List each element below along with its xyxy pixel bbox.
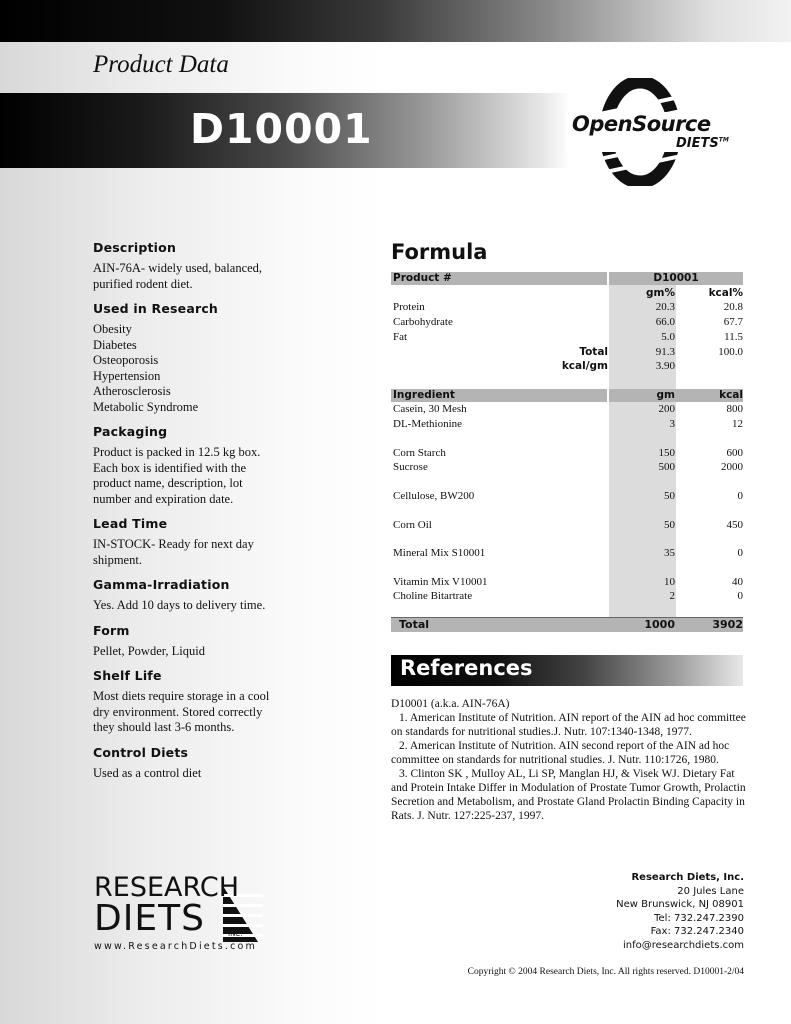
section-heading: Control Diets	[93, 744, 189, 760]
address-line-2: New Brunswick, NJ 08901	[616, 899, 744, 910]
section-line: Pellet, Powder, Liquid	[93, 643, 205, 658]
product-header-row	[391, 272, 743, 285]
section-line: Diabetes	[93, 337, 137, 352]
section-line: Osteoporosis	[93, 353, 159, 367]
section-line: Used as a control diet	[93, 765, 202, 780]
ingredient-row: Cellulose, BW200 50 0	[393, 490, 743, 502]
ingredient-row: Corn Oil 50 450	[393, 519, 743, 531]
unit-gm-pct: gm%	[646, 287, 675, 299]
ingredient-row: DL-Methionine 3 12	[393, 418, 743, 430]
section-line: shipment.	[93, 552, 142, 567]
logo-inc: INC.	[228, 930, 243, 938]
section-line: Hypertension	[93, 368, 161, 383]
ingredient-row: Casein, 30 Mesh 200 800	[393, 403, 743, 415]
ingredient-header-row: Ingredient gm kcal	[393, 389, 743, 401]
section-line: Obesity	[93, 322, 132, 336]
macro-total-row: Total 91.3 100.0	[579, 346, 743, 358]
logo-text-main: OpenSource	[572, 112, 711, 136]
ingredient-row: Vitamin Mix V10001 10 40	[393, 576, 743, 588]
section-heading: Description	[93, 240, 177, 255]
section-line: number and expiration date.	[93, 491, 234, 506]
section-body	[93, 644, 298, 660]
references-title: References	[400, 656, 533, 680]
section-body	[93, 322, 298, 415]
section-body	[93, 766, 298, 782]
references-intro: D10001 (a.k.a. AIN-76A)	[391, 698, 510, 710]
section-body	[93, 261, 298, 292]
section-heading: Form	[93, 622, 130, 638]
section-line: Most diets require storage in a cool	[93, 689, 270, 703]
product-id-title: D10001	[190, 105, 373, 153]
contact-block	[616, 871, 744, 952]
fax-number: Fax: 732.247.2340	[650, 926, 744, 937]
section-line: AIN-76A- widely used, balanced,	[93, 261, 263, 275]
top-gradient-bar	[0, 0, 791, 42]
macro-row: Fat 5.0 11.5	[393, 331, 743, 343]
section-line: Product is packed in 12.5 kg box.	[93, 445, 261, 459]
reference-item: 1. American Institute of Nutrition. AIN report of the AIN ad hoc committee on standards for nutritional studies.J. Nutr. 107:1340-1348, 1977.	[391, 712, 746, 738]
product-header-label: Product #	[393, 272, 452, 284]
formula-title: Formula	[391, 240, 488, 264]
section-line: product name, description, lot	[93, 476, 243, 490]
company-name: Research Diets, Inc.	[631, 872, 744, 883]
logo-word-diets: DIETS	[94, 898, 205, 939]
email-link[interactable]: info@researchdiets.com	[623, 939, 744, 951]
section-line: IN-STOCK- Ready for next day	[93, 537, 254, 551]
kcal-per-gm-row: kcal/gm 3.90	[561, 360, 675, 372]
section-line: Atherosclerosis	[93, 384, 171, 398]
ingredient-row: Corn Starch 150 600	[393, 447, 743, 459]
section-heading: Used in Research	[93, 301, 219, 316]
section-heading: Packaging	[93, 424, 168, 439]
product-header-value: D10001	[653, 272, 699, 284]
ingredient-row: Sucrose 500 2000	[393, 461, 743, 473]
section-heading: Shelf Life	[93, 668, 162, 683]
copyright-notice: Copyright © 2004 Research Diets, Inc. All rights reserved. D10001-2/04	[467, 967, 744, 977]
section-body	[93, 689, 298, 736]
section-line: dry environment. Stored correctly	[93, 704, 263, 719]
address-line-1: 20 Jules Lane	[677, 885, 744, 897]
website-url[interactable]: www.ResearchDiets.com	[94, 941, 258, 952]
phone-number: Tel: 732.247.2390	[654, 912, 744, 924]
section-body	[93, 445, 298, 507]
logo-text-sub: DIETS™	[676, 136, 729, 151]
logo-word-research: RESEARCH	[94, 872, 240, 903]
macro-row: Protein 20.3 20.8	[393, 301, 743, 313]
section-line: Metabolic Syndrome	[93, 399, 199, 414]
grand-total-row: Total 1000 3902	[391, 617, 743, 632]
ingredient-row: Mineral Mix S10001 35 0	[393, 547, 743, 559]
macro-row: Carbohydrate 66.0 67.7	[393, 316, 743, 328]
section-line: they should last 3-6 months.	[93, 720, 235, 734]
product-data-label: Product Data	[93, 51, 229, 78]
references-list	[391, 697, 751, 823]
section-line: Yes. Add 10 days to delivery time.	[93, 598, 266, 612]
left-column	[93, 240, 298, 790]
reference-item: 2. American Institute of Nutrition. AIN second report of the AIN ad hoc committee on standards for nutritional studies. J. Nutr. 110:1726, 1980.	[391, 740, 730, 766]
section-line: Each box is identified with the	[93, 460, 247, 475]
section-heading: Lead Time	[93, 516, 168, 531]
unit-kcal-pct: kcal%	[708, 287, 743, 299]
macro-units-row	[391, 287, 743, 300]
section-body	[93, 537, 298, 568]
ingredient-row: Choline Bitartrate 2 0	[393, 590, 743, 602]
section-heading: Gamma-Irradiation	[93, 577, 230, 592]
section-line: purified rodent diet.	[93, 276, 193, 291]
section-body	[93, 598, 298, 614]
reference-item: 3. Clinton SK , Mulloy AL, Li SP, Manglan HJ, & Visek WJ. Dietary Fat and Protein Intake Differ in Modulation of Prostate Tumor Growth, Prolactin Secretion and Metabolism, and Prostate Gland Prolactin Binding Capacity in Rats. J. Nutr. 127:225-237, 1997.	[391, 768, 746, 822]
